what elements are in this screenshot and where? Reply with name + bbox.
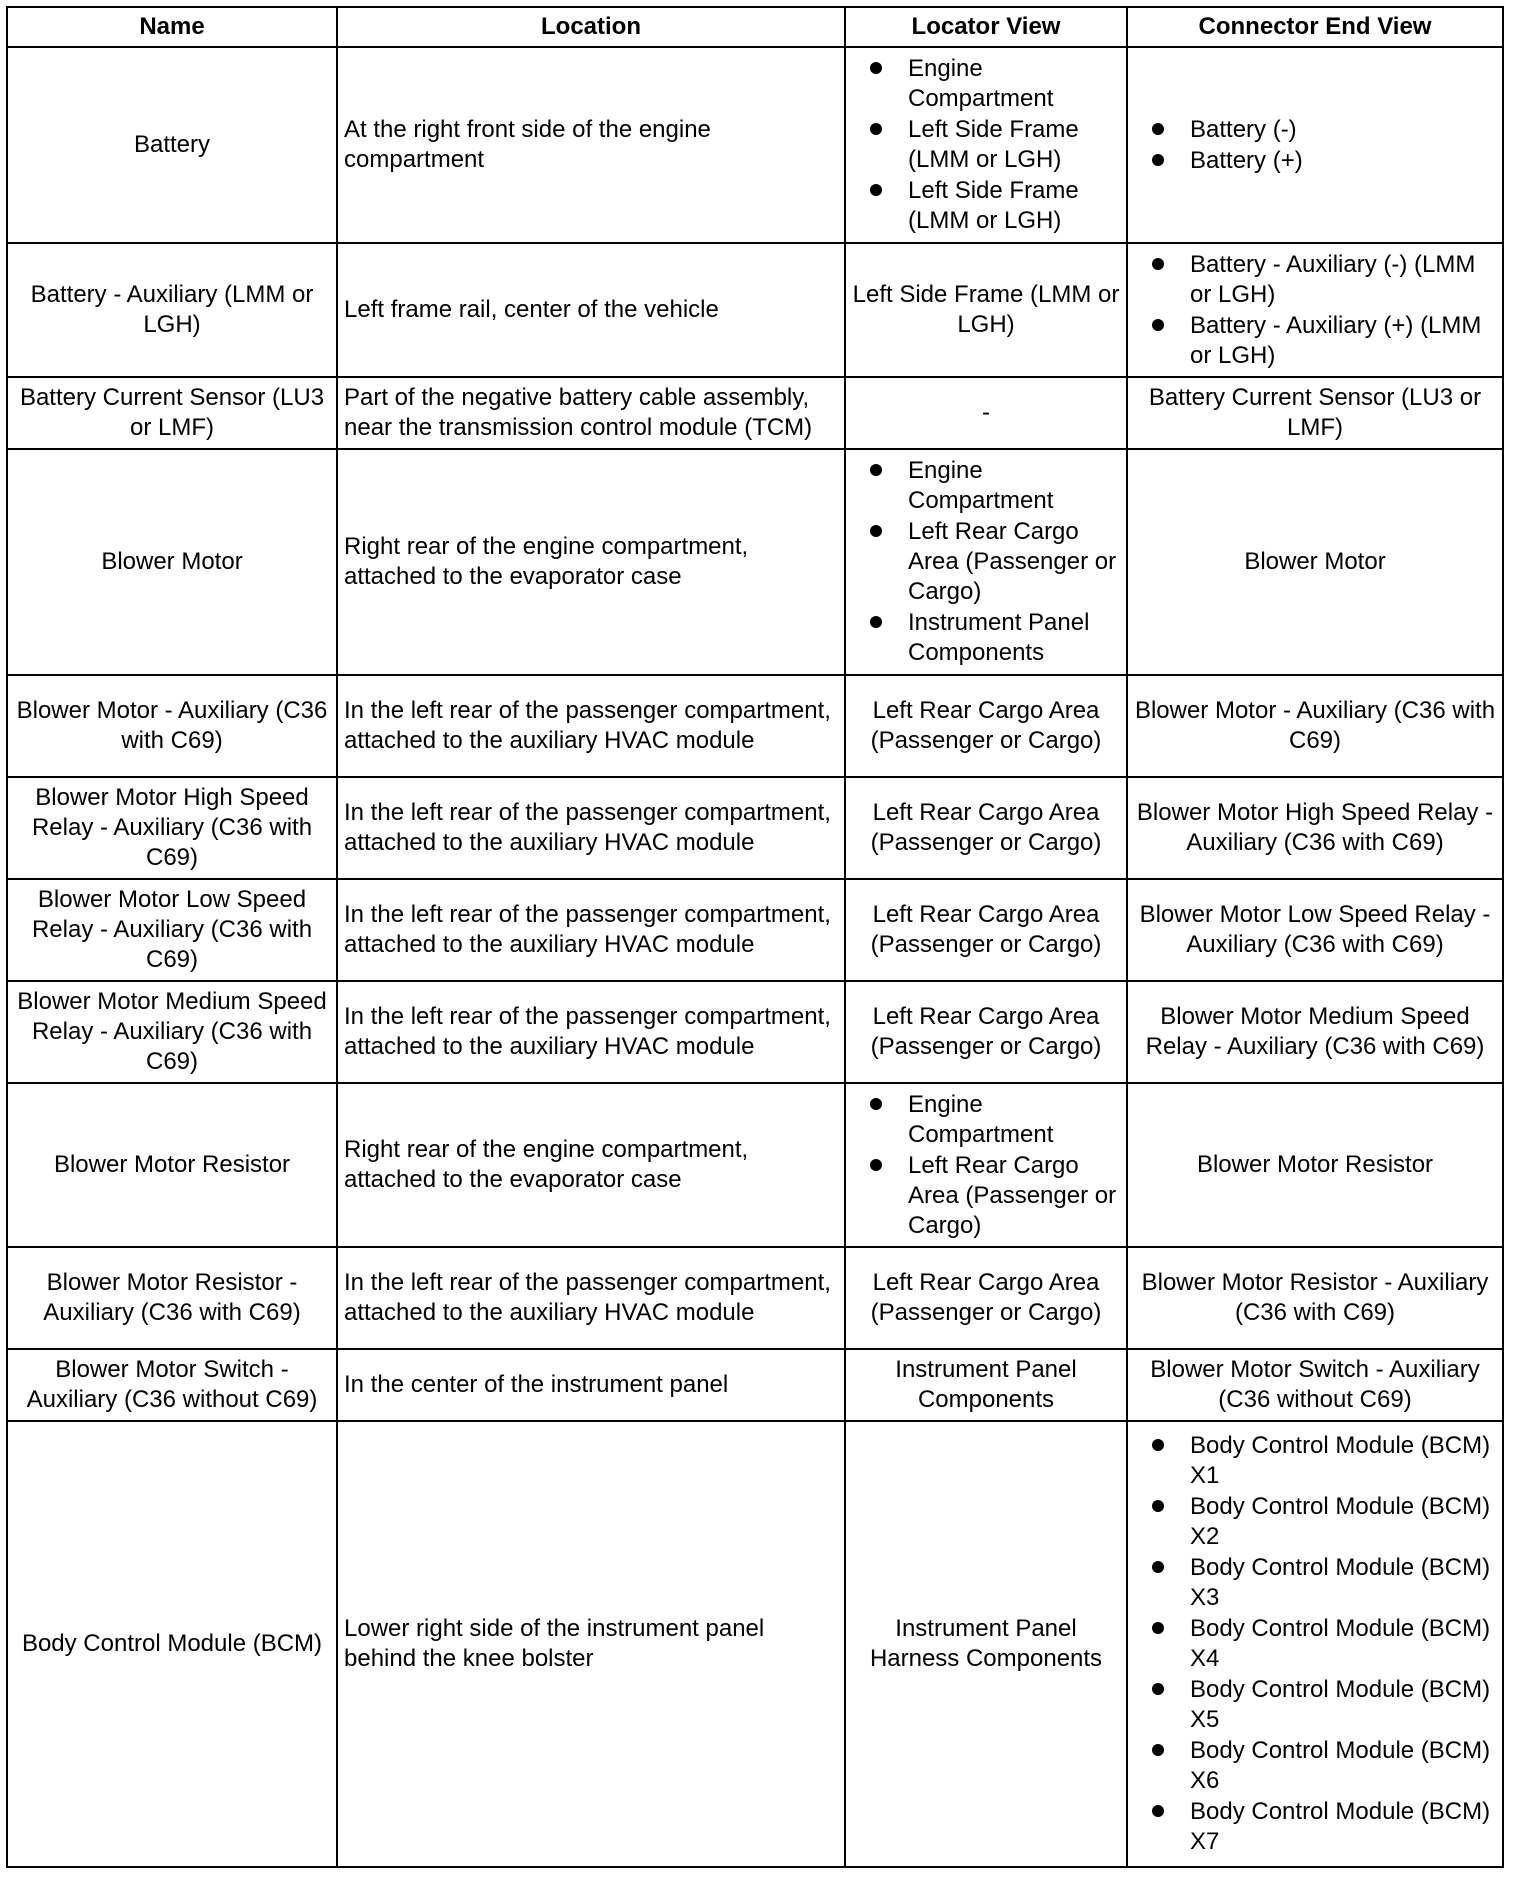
- bullet-list: [1134, 1431, 1496, 1857]
- cell-locator-view: Left Rear Cargo Area (Passenger or Cargo): [845, 879, 1127, 981]
- header-name: Name: [7, 7, 337, 47]
- table-row: [7, 1083, 1503, 1247]
- cell-connector-end-view: Blower Motor: [1127, 449, 1503, 675]
- table-row: [7, 879, 1503, 981]
- header-row: [7, 7, 1503, 47]
- table-row: [7, 377, 1503, 449]
- cell-connector-end-view: Blower Motor Switch - Auxiliary (C36 without C69): [1127, 1349, 1503, 1421]
- cell-locator-view: [845, 449, 1127, 675]
- cell-locator-view: Instrument Panel Components: [845, 1349, 1127, 1421]
- header-location: Location: [337, 7, 845, 47]
- cell-location: In the left rear of the passenger compartment, attached to the auxiliary HVAC module: [337, 675, 845, 777]
- cell-location: Part of the negative battery cable assembly, near the transmission control module (TCM): [337, 377, 845, 449]
- cell-name: Battery - Auxiliary (LMM or LGH): [7, 243, 337, 377]
- list-item: Battery (+): [1134, 146, 1496, 176]
- cell-location: Right rear of the engine compartment, attached to the evaporator case: [337, 1083, 845, 1247]
- cell-connector-end-view: [1127, 47, 1503, 243]
- cell-connector-end-view: Battery Current Sensor (LU3 or LMF): [1127, 377, 1503, 449]
- cell-location: In the left rear of the passenger compartment, attached to the auxiliary HVAC module: [337, 1247, 845, 1349]
- cell-name: Blower Motor Resistor: [7, 1083, 337, 1247]
- list-item: Left Rear Cargo Area (Passenger or Cargo): [852, 517, 1120, 607]
- header-locator-view: Locator View: [845, 7, 1127, 47]
- table-row: [7, 449, 1503, 675]
- list-item: Body Control Module (BCM) X7: [1134, 1797, 1496, 1857]
- list-item: Body Control Module (BCM) X5: [1134, 1675, 1496, 1735]
- table-row: [7, 1421, 1503, 1867]
- list-item: Left Rear Cargo Area (Passenger or Cargo): [852, 1151, 1120, 1241]
- list-item: Body Control Module (BCM) X3: [1134, 1553, 1496, 1613]
- cell-location: In the left rear of the passenger compartment, attached to the auxiliary HVAC module: [337, 981, 845, 1083]
- header-connector-end-view: Connector End View: [1127, 7, 1503, 47]
- list-item: Battery - Auxiliary (-) (LMM or LGH): [1134, 250, 1496, 310]
- cell-location: In the center of the instrument panel: [337, 1349, 845, 1421]
- cell-locator-view: Left Rear Cargo Area (Passenger or Cargo): [845, 777, 1127, 879]
- list-item: Engine Compartment: [852, 54, 1120, 114]
- cell-locator-view: Left Rear Cargo Area (Passenger or Cargo): [845, 675, 1127, 777]
- list-item: Engine Compartment: [852, 456, 1120, 516]
- cell-connector-end-view: Blower Motor Resistor - Auxiliary (C36 with C69): [1127, 1247, 1503, 1349]
- table-row: [7, 675, 1503, 777]
- table-row: [7, 777, 1503, 879]
- table-row: [7, 1349, 1503, 1421]
- list-item: Left Side Frame (LMM or LGH): [852, 176, 1120, 236]
- list-item: Left Side Frame (LMM or LGH): [852, 115, 1120, 175]
- cell-locator-view: Instrument Panel Harness Components: [845, 1421, 1127, 1867]
- cell-name: Blower Motor - Auxiliary (C36 with C69): [7, 675, 337, 777]
- cell-name: Battery Current Sensor (LU3 or LMF): [7, 377, 337, 449]
- cell-locator-view: -: [845, 377, 1127, 449]
- table-row: [7, 981, 1503, 1083]
- cell-connector-end-view: [1127, 243, 1503, 377]
- cell-name: Blower Motor: [7, 449, 337, 675]
- component-locator-table: [6, 6, 1504, 1868]
- cell-connector-end-view: Blower Motor Low Speed Relay - Auxiliary (C36 with C69): [1127, 879, 1503, 981]
- list-item: Body Control Module (BCM) X1: [1134, 1431, 1496, 1491]
- list-item: Battery - Auxiliary (+) (LMM or LGH): [1134, 311, 1496, 371]
- cell-location: Left frame rail, center of the vehicle: [337, 243, 845, 377]
- cell-connector-end-view: [1127, 1421, 1503, 1867]
- cell-name: Blower Motor Resistor - Auxiliary (C36 with C69): [7, 1247, 337, 1349]
- cell-name: Battery: [7, 47, 337, 243]
- cell-name: Blower Motor High Speed Relay - Auxiliary (C36 with C69): [7, 777, 337, 879]
- list-item: Battery (-): [1134, 115, 1496, 145]
- table-body: [7, 47, 1503, 1867]
- cell-name: Blower Motor Medium Speed Relay - Auxiliary (C36 with C69): [7, 981, 337, 1083]
- bullet-list: [1134, 115, 1496, 176]
- cell-location: In the left rear of the passenger compartment, attached to the auxiliary HVAC module: [337, 879, 845, 981]
- cell-name: Body Control Module (BCM): [7, 1421, 337, 1867]
- list-item: Body Control Module (BCM) X2: [1134, 1492, 1496, 1552]
- cell-connector-end-view: Blower Motor Medium Speed Relay - Auxiliary (C36 with C69): [1127, 981, 1503, 1083]
- list-item: Body Control Module (BCM) X6: [1134, 1736, 1496, 1796]
- cell-locator-view: [845, 1083, 1127, 1247]
- bullet-list: [1134, 250, 1496, 371]
- cell-connector-end-view: Blower Motor - Auxiliary (C36 with C69): [1127, 675, 1503, 777]
- list-item: Body Control Module (BCM) X4: [1134, 1614, 1496, 1674]
- list-item: Instrument Panel Components: [852, 608, 1120, 668]
- bullet-list: [852, 456, 1120, 668]
- table-row: [7, 243, 1503, 377]
- cell-location: Lower right side of the instrument panel behind the knee bolster: [337, 1421, 845, 1867]
- bullet-list: [852, 1090, 1120, 1241]
- cell-locator-view: Left Rear Cargo Area (Passenger or Cargo): [845, 981, 1127, 1083]
- cell-locator-view: Left Side Frame (LMM or LGH): [845, 243, 1127, 377]
- cell-location: Right rear of the engine compartment, attached to the evaporator case: [337, 449, 845, 675]
- cell-name: Blower Motor Low Speed Relay - Auxiliary (C36 with C69): [7, 879, 337, 981]
- table-row: [7, 47, 1503, 243]
- cell-locator-view: Left Rear Cargo Area (Passenger or Cargo): [845, 1247, 1127, 1349]
- cell-location: At the right front side of the engine compartment: [337, 47, 845, 243]
- cell-location: In the left rear of the passenger compartment, attached to the auxiliary HVAC module: [337, 777, 845, 879]
- list-item: Engine Compartment: [852, 1090, 1120, 1150]
- cell-name: Blower Motor Switch - Auxiliary (C36 without C69): [7, 1349, 337, 1421]
- table-row: [7, 1247, 1503, 1349]
- bullet-list: [852, 54, 1120, 236]
- cell-connector-end-view: Blower Motor Resistor: [1127, 1083, 1503, 1247]
- cell-connector-end-view: Blower Motor High Speed Relay - Auxiliary (C36 with C69): [1127, 777, 1503, 879]
- cell-locator-view: [845, 47, 1127, 243]
